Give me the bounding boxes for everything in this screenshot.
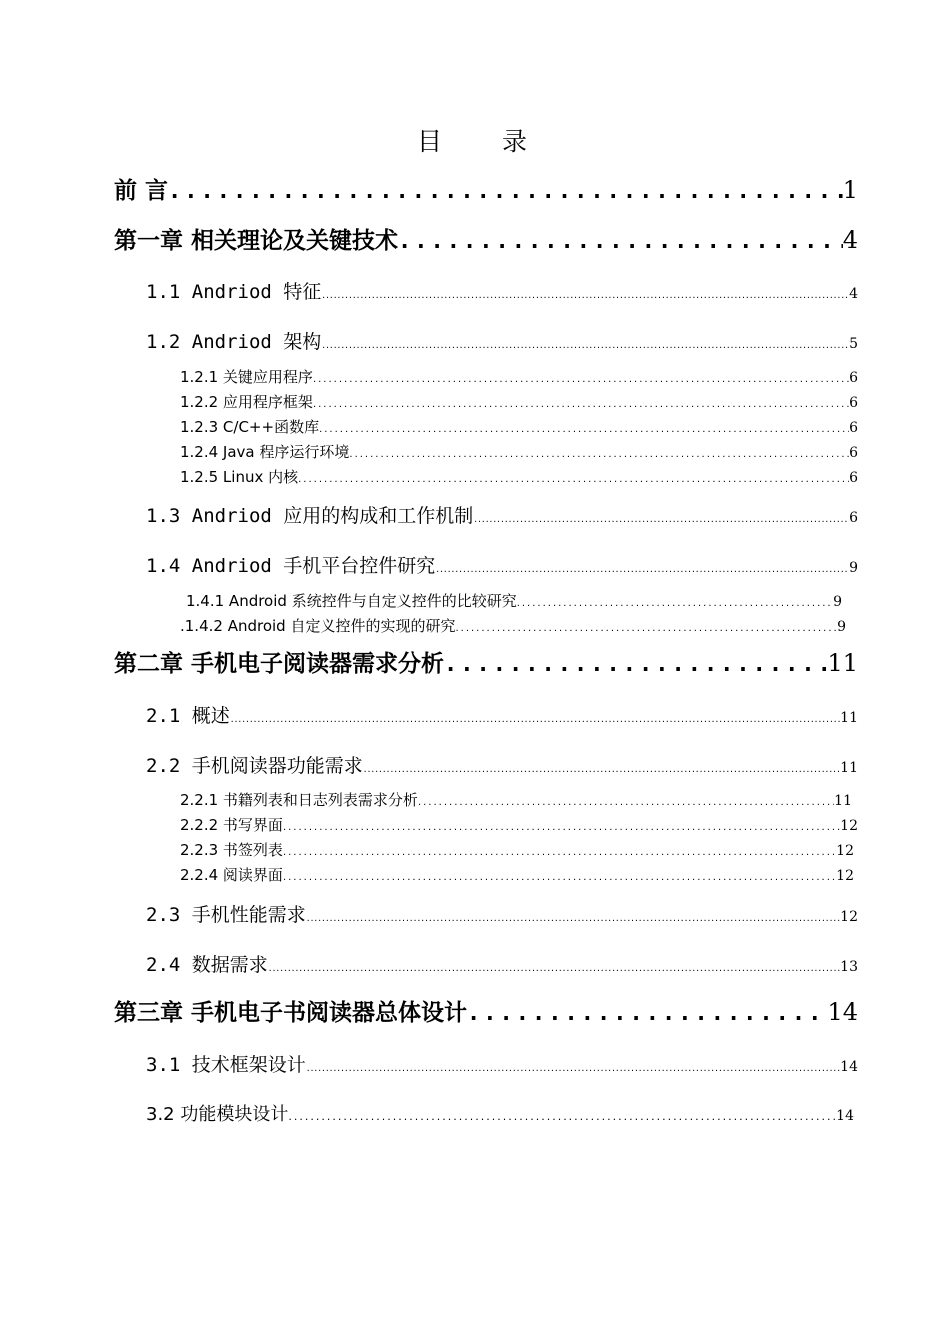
- toc-page-number: 11: [827, 649, 858, 677]
- toc-entry-2-4[interactable]: [146, 950, 858, 978]
- toc-dot-leader: [455, 623, 837, 634]
- toc-entry-label: 1.4 Andriod 手机平台控件研究: [146, 555, 436, 577]
- toc-entry-1-2-1[interactable]: [180, 366, 858, 388]
- toc-entry-1-2-3[interactable]: [180, 416, 858, 438]
- toc-dot-leader: [268, 964, 840, 973]
- toc-page-number: 6: [849, 370, 858, 386]
- toc-entry-label: 2.2 手机阅读器功能需求: [146, 755, 363, 777]
- toc-page-number: 12: [836, 868, 854, 884]
- toc-dot-leader: [283, 822, 840, 833]
- toc-entry-label: 1.2.4 Java 程序运行环境: [180, 443, 350, 461]
- toc-dot-leader: [313, 374, 849, 385]
- toc-page-number: 6: [849, 470, 858, 486]
- toc-entry-label: 1.3 Andriod 应用的构成和工作机制: [146, 505, 474, 527]
- toc-entry-label: 1.1 Andriod 特征: [146, 281, 322, 303]
- toc-dot-leader: [418, 797, 834, 808]
- toc-dot-leader: [313, 399, 849, 410]
- toc-dot-leader: [306, 1064, 840, 1073]
- toc-entry-label: 第一章 相关理论及关键技术: [114, 228, 399, 254]
- toc-dot-leader: [230, 715, 840, 724]
- toc-entry-2-2-4[interactable]: [180, 864, 854, 886]
- toc-entry-label: 前 言: [114, 178, 169, 204]
- toc-entry-1-2[interactable]: [146, 327, 858, 355]
- toc-dot-leader: [435, 565, 849, 574]
- toc-dot-leader: [298, 474, 849, 485]
- toc-page-number: 9: [849, 560, 858, 576]
- toc-entry-label: 3.2 功能模块设计: [146, 1104, 289, 1125]
- toc-entry-1-4-1[interactable]: [186, 590, 842, 612]
- toc-entry-label: 2.2.2 书写界面: [180, 816, 283, 834]
- toc-entry-2-2-2[interactable]: [180, 814, 858, 836]
- toc-dot-leader: [283, 872, 836, 883]
- toc-entry-label: 2.4 数据需求: [146, 954, 268, 976]
- toc-entry-1-2-5[interactable]: [180, 466, 858, 488]
- toc-entry-3-1[interactable]: [146, 1050, 858, 1078]
- toc-entry-chapter-1[interactable]: [114, 222, 858, 258]
- toc-entry-chapter-2[interactable]: [114, 645, 858, 681]
- toc-entry-1-4-2[interactable]: [180, 615, 846, 637]
- toc-entry-label: .1.4.2 Android 自定义控件的实现的研究: [180, 617, 456, 635]
- toc-entry-1-4[interactable]: [146, 551, 858, 579]
- toc-page-number: 6: [849, 445, 858, 461]
- toc-entry-label: 1.2.3 C/C++函数库: [180, 418, 320, 436]
- toc-entry-2-3[interactable]: [146, 900, 858, 928]
- toc-page-number: 11: [840, 760, 858, 776]
- toc-page-number: 9: [833, 594, 842, 610]
- toc-page-number: 12: [840, 818, 858, 834]
- toc-page-number: 14: [836, 1108, 854, 1124]
- toc-entry-label: 3.1 技术框架设计: [146, 1054, 306, 1076]
- toc-dot-leader: [444, 652, 827, 677]
- toc-entry-2-1[interactable]: [146, 701, 858, 729]
- toc-page-number: 14: [827, 998, 858, 1026]
- toc-dot-leader: [319, 424, 849, 435]
- toc-dot-leader: [168, 179, 843, 204]
- toc-entry-2-2-1[interactable]: [180, 789, 852, 811]
- toc-entry-label: 2.2.4 阅读界面: [180, 866, 283, 884]
- toc-entry-2-2-3[interactable]: [180, 839, 854, 861]
- toc-dot-leader: [283, 847, 836, 858]
- toc-dot-leader: [306, 914, 840, 923]
- toc-entry-label: 第三章 手机电子书阅读器总体设计: [114, 1000, 468, 1026]
- toc-entry-1-2-2[interactable]: [180, 391, 858, 413]
- toc-dot-leader: [467, 1001, 827, 1026]
- toc-entry-label: 1.2.1 关键应用程序: [180, 368, 313, 386]
- toc-dot-leader: [517, 598, 833, 609]
- toc-entry-label: 2.2.1 书籍列表和日志列表需求分析: [180, 791, 418, 809]
- toc-dot-leader: [321, 291, 849, 300]
- toc-entry-1-2-4[interactable]: [180, 441, 858, 463]
- toc-entry-1-1[interactable]: [146, 277, 858, 305]
- toc-page-number: 6: [849, 510, 858, 526]
- toc-entry-chapter-3[interactable]: [114, 994, 858, 1030]
- toc-dot-leader: [363, 765, 840, 774]
- toc-entry-1-3[interactable]: [146, 501, 858, 529]
- toc-entry-preface[interactable]: [114, 172, 858, 208]
- toc-page-number: 4: [849, 286, 858, 302]
- toc-page-number: 12: [836, 843, 854, 859]
- toc-entry-label: 1.2.2 应用程序框架: [180, 393, 313, 411]
- toc-entry-label: 1.2.5 Linux 内核: [180, 468, 299, 486]
- toc-entry-2-2[interactable]: [146, 751, 858, 779]
- toc-dot-leader: [288, 1110, 836, 1123]
- toc-page-number: 11: [840, 710, 858, 726]
- toc-dot-leader: [321, 341, 849, 350]
- toc-title: 目 录: [417, 127, 553, 156]
- toc-page-number: 12: [840, 909, 858, 925]
- toc-page-number: 13: [840, 959, 858, 975]
- toc-entry-label: 2.3 手机性能需求: [146, 904, 306, 926]
- toc-page-number: 4: [842, 226, 858, 254]
- toc-page-number: 6: [849, 420, 858, 436]
- toc-entry-label: 第二章 手机电子阅读器需求分析: [114, 651, 445, 677]
- toc-dot-leader: [349, 449, 849, 460]
- toc-entry-label: 2.2.3 书签列表: [180, 841, 283, 859]
- toc-page-number: 11: [834, 793, 852, 809]
- toc-entry-label: 1.2 Andriod 架构: [146, 331, 322, 353]
- toc-page-number: 14: [840, 1059, 858, 1075]
- toc-entry-label: 2.1 概述: [146, 705, 230, 727]
- toc-page-number: 9: [837, 619, 846, 635]
- toc-entry-3-2[interactable]: [146, 1100, 854, 1128]
- toc-entry-label: 1.4.1 Android 系统控件与自定义控件的比较研究: [186, 592, 517, 610]
- toc-dot-leader: [398, 229, 843, 254]
- toc-dot-leader: [473, 515, 849, 524]
- toc-page-number: 6: [849, 395, 858, 411]
- toc-page-number: 5: [849, 336, 858, 352]
- toc-page-number: 1: [842, 176, 858, 204]
